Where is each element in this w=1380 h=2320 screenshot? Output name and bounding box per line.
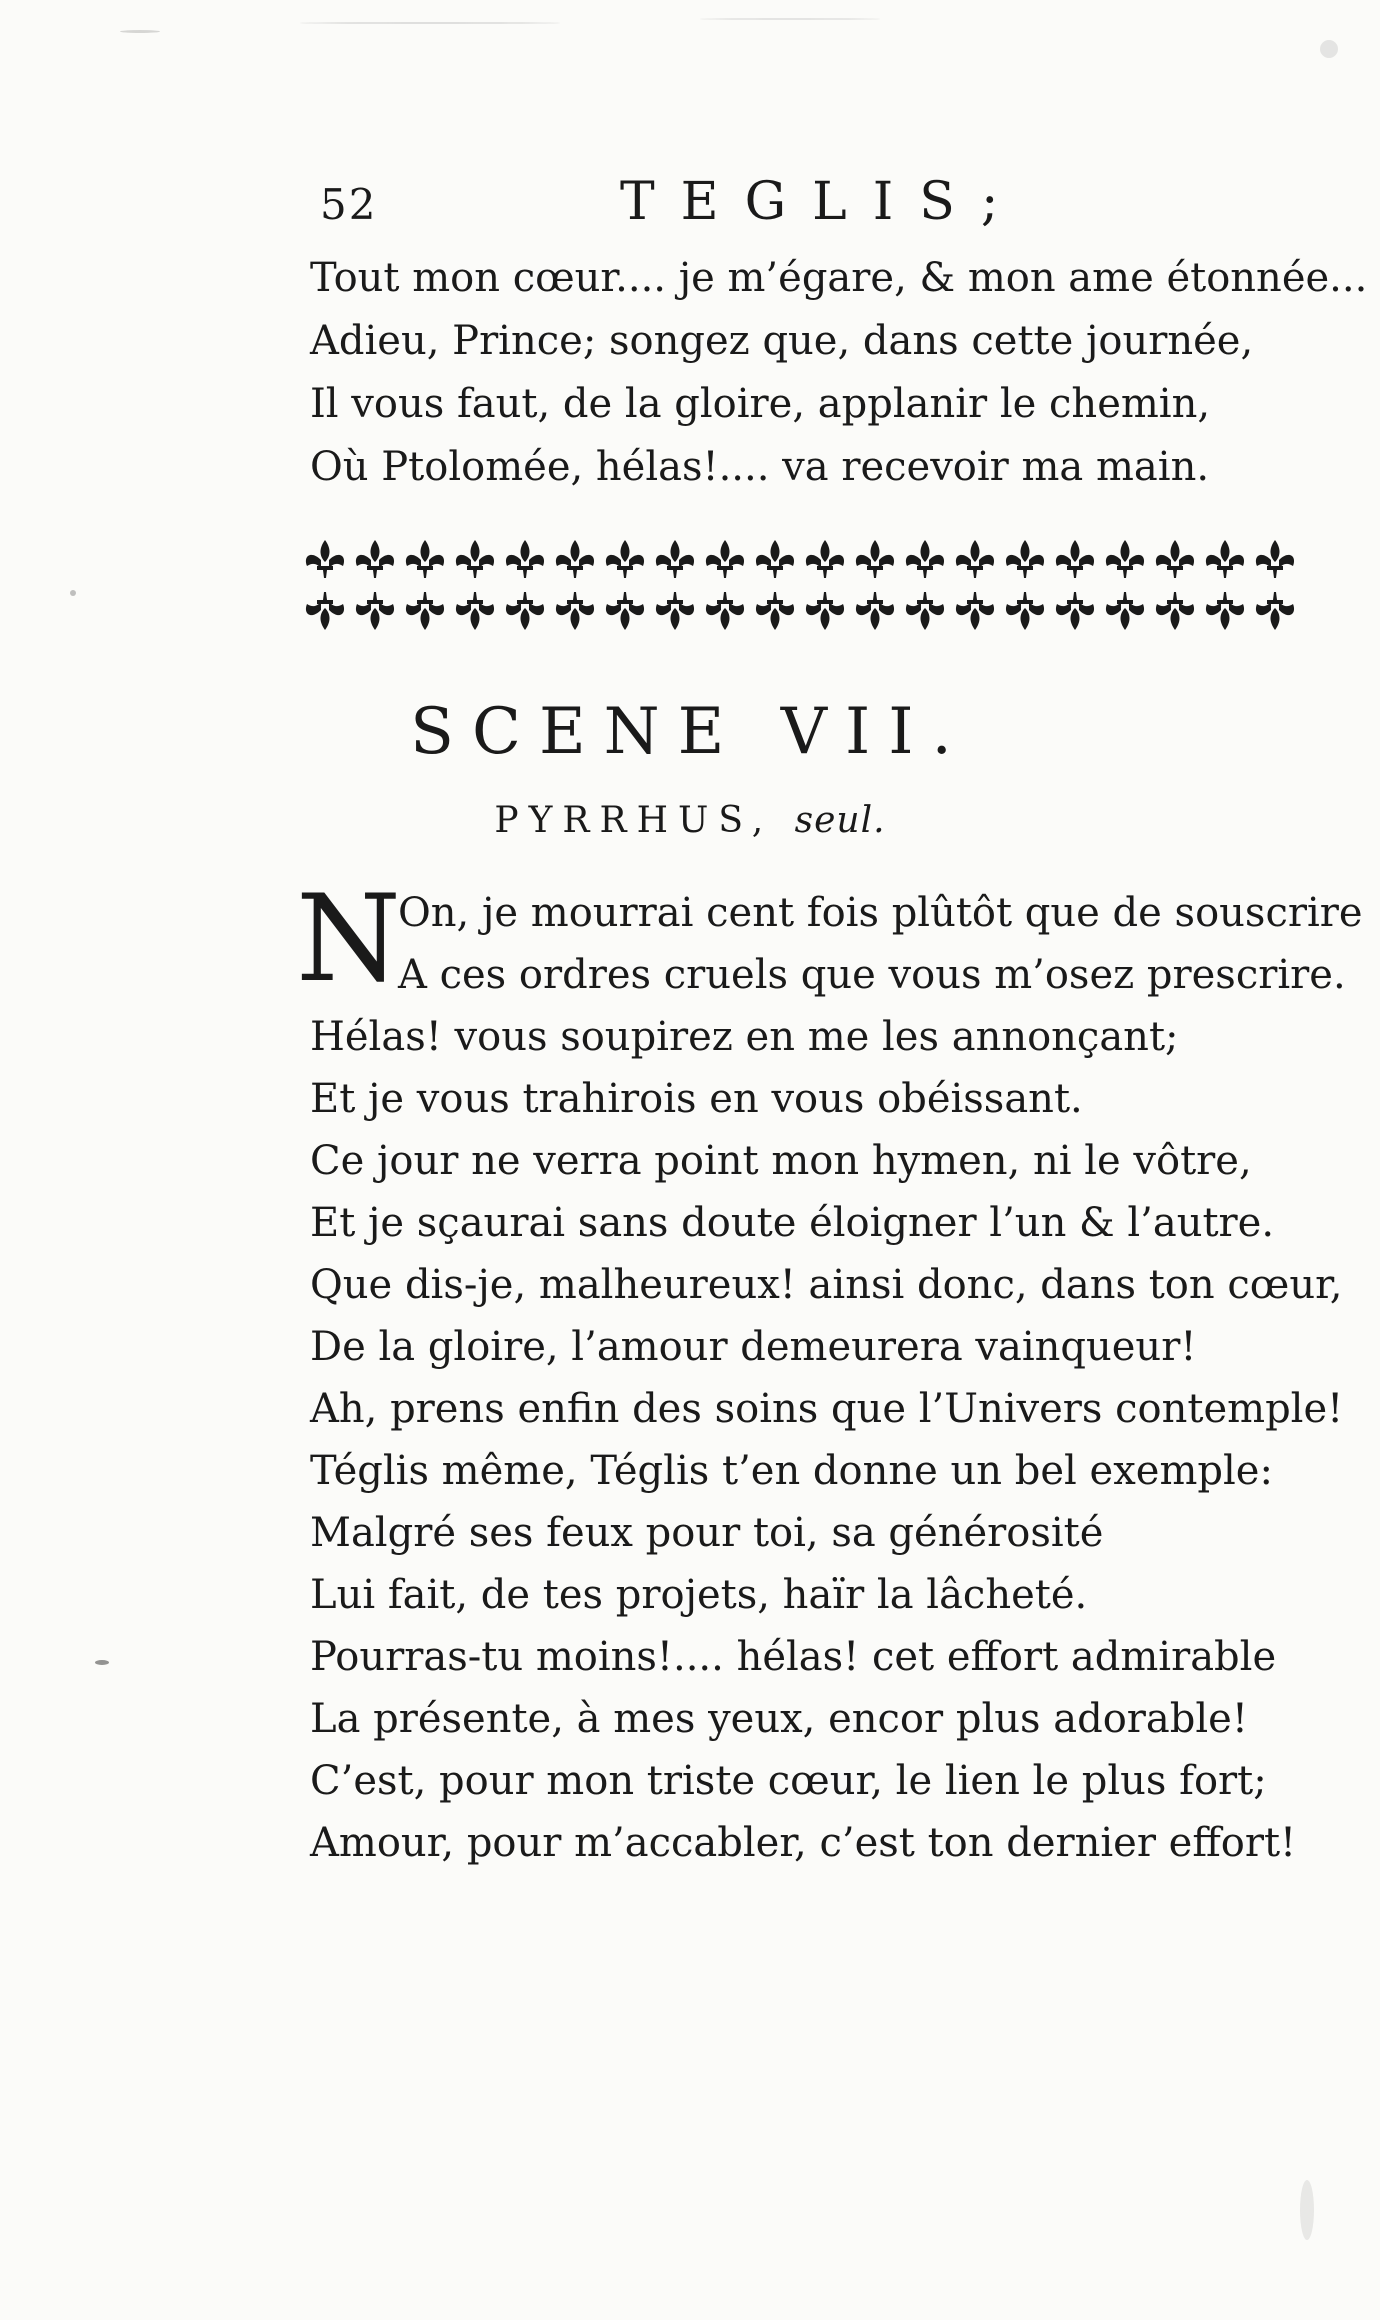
character-name: PYRRHUS, bbox=[494, 800, 774, 841]
paper-speck bbox=[700, 18, 880, 20]
fleuron-row-top bbox=[306, 540, 1294, 578]
paper-speck bbox=[95, 1660, 109, 1665]
paper-speck bbox=[120, 30, 160, 33]
speech-line: Et je vous trahirois en vous obéissant. bbox=[310, 1076, 1083, 1122]
speech-line: Hélas! vous soupirez en me les annonçant; bbox=[310, 1014, 1179, 1060]
speech-line: Ah, prens enfin des soins que l’Univers contemple! bbox=[310, 1386, 1344, 1432]
speech-line: Ce jour ne verra point mon hymen, ni le vôtre, bbox=[310, 1138, 1252, 1184]
paper-speck bbox=[1300, 2180, 1314, 2240]
speech-line: La présente, à mes yeux, encor plus adorable! bbox=[310, 1696, 1248, 1742]
speech-line: Et je sçaurai sans doute éloigner l’un & l’autre. bbox=[310, 1200, 1275, 1246]
speech-line: On, je mourrai cent fois plûtôt que de souscrire bbox=[398, 890, 1363, 936]
paper-speck bbox=[1320, 40, 1338, 58]
speech-line: Téglis même, Téglis t’en donne un bel exemple: bbox=[310, 1448, 1273, 1494]
running-title: TEGLIS; bbox=[620, 172, 1025, 232]
fleuron-ornament-band bbox=[300, 530, 1300, 640]
fleuron-row-bottom bbox=[306, 592, 1294, 630]
verse-line: Adieu, Prince; songez que, dans cette journée, bbox=[310, 318, 1254, 364]
speech-line: Que dis-je, malheureux! ainsi donc, dans ton cœur, bbox=[310, 1262, 1343, 1308]
running-header bbox=[300, 172, 1240, 240]
speech-line: C’est, pour mon triste cœur, le lien le plus fort; bbox=[310, 1758, 1267, 1804]
speech-line: Amour, pour m’accabler, c’est ton dernier effort! bbox=[310, 1820, 1297, 1866]
speech-line: Lui fait, de tes projets, haïr la lâcheté. bbox=[310, 1572, 1088, 1618]
speech-line: Malgré ses feux pour toi, sa générosité bbox=[310, 1510, 1104, 1556]
stage-direction: seul. bbox=[794, 800, 886, 841]
speech-line: Pourras-tu moins!.... hélas! cet effort admirable bbox=[310, 1634, 1277, 1680]
verse-line: Tout mon cœur.... je m’égare, & mon ame étonnée... bbox=[310, 255, 1368, 301]
page-number: 52 bbox=[320, 180, 378, 229]
character-heading bbox=[0, 800, 1380, 841]
paper-speck bbox=[300, 22, 560, 24]
speech-line: De la gloire, l’amour demeurera vainqueur! bbox=[310, 1324, 1197, 1370]
paper-speck bbox=[70, 590, 76, 596]
drop-cap: N bbox=[296, 870, 401, 1009]
speech-line: A ces ordres cruels que vous m’osez prescrire. bbox=[398, 952, 1346, 998]
verse-line: Il vous faut, de la gloire, applanir le chemin, bbox=[310, 381, 1211, 427]
verse-line: Où Ptolomée, hélas!.... va recevoir ma main. bbox=[310, 444, 1210, 490]
scene-title: SCENE VII. bbox=[410, 695, 970, 769]
